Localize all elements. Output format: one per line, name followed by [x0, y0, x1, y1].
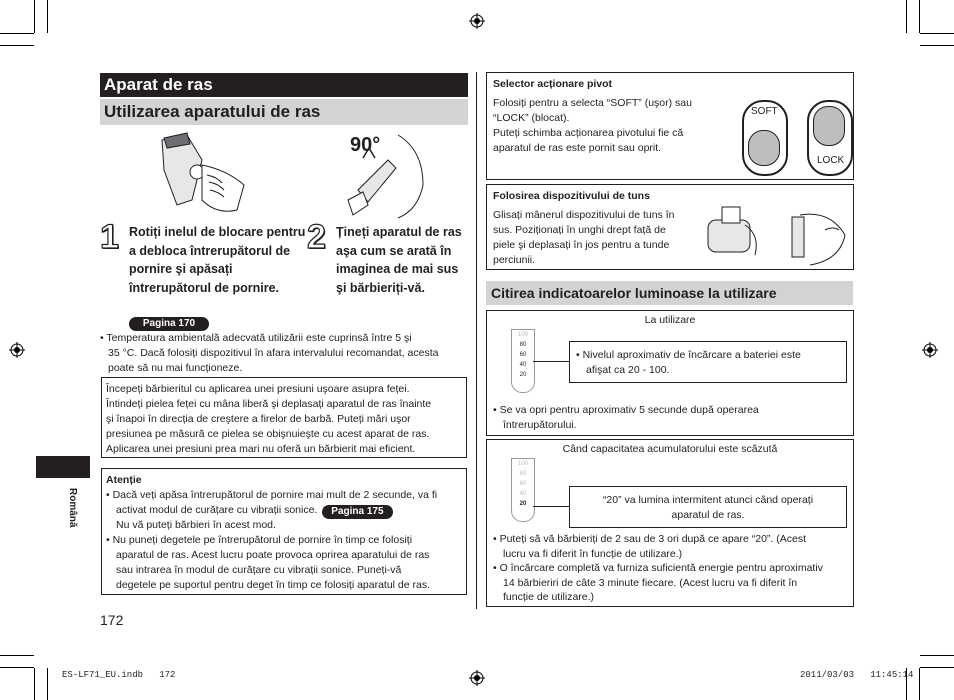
- in-use-callout: • Nivelul aproximativ de încărcare a bateriei este afişat ca 20 - 100.: [569, 341, 847, 383]
- footer-file: ES-LF71_EU.indb 172: [62, 670, 176, 680]
- registration-mark-icon: [9, 342, 25, 358]
- shaver-hand-illustration: [152, 130, 252, 220]
- page-reference-badge[interactable]: Pagina 170: [129, 317, 209, 331]
- callout-line: [533, 361, 569, 362]
- low-battery-callout: “20” va lumina intermitent atunci când operați aparatul de ras.: [569, 486, 847, 528]
- lock-label: LOCK: [817, 155, 845, 166]
- trimmer-box: Folosirea dispozitivului de tuns Glisați mânerul dispozitivului de tuns în sus. Poziționați în unghi drept față de piele şi deplasați în jos pentru a tunde perciunii.: [486, 184, 854, 270]
- section-title: Aparat de ras: [100, 73, 468, 97]
- step-text: Țineți aparatul de ras aşa cum se arată în imaginea de mai sus şi bărbieriți-vă.: [336, 225, 462, 295]
- step-number: 2: [307, 218, 326, 256]
- step-number: 1: [100, 218, 119, 256]
- language-tab: [36, 456, 90, 478]
- battery-gauge: 100 80 60 40 20: [511, 329, 535, 393]
- attention-box: Atenție • Dacă veți apăsa întrerupătorul de pornire mai mult de 2 secunde, va fi activat modul de curățare cu vibrații sonice. Pagina 175 Nu vă puteți bărbieri în acest mod. • Nu puneți degetele pe întrerupătorul de pornire în timp ce folosiți aparatul de ras. Acest lucru poate provoca oprirea aparatului de ras sau intrarea în modul de curățare cu vibrații sonice. Puneți-vă degetele pe suportul pentru deget în timp ce folosiți aparatul de ras.: [101, 468, 467, 595]
- in-use-note: • Se va opri pentru aproximativ 5 secunde după operarea întrerupătorului.: [493, 404, 759, 431]
- in-use-box: La utilizare 100 80 60 40 20 • Nivelul aproximativ de încărcare a bateriei este afişat ca 20 - 100. • Se va opri pentru aproximativ 5 secunde după operarea întrerupătorului.: [486, 310, 854, 436]
- temperature-note: • Temperatura ambientală adecvată utilizării este cuprinsă între 5 şi 35 °C. Dacă folosiți dispozitivul în afara intervalului recomandat, acesta poate să nu mai funcționeze.: [100, 332, 439, 374]
- language-label: Română: [67, 488, 78, 528]
- page-number: 172: [100, 612, 124, 628]
- tip-box: Începeți bărbieritul cu aplicarea unei presiuni uşoare asupra feței. Întindeți pielea feței cu mâna liberă şi deplasați aparatul de ras înainte şi înapoi în direcția de creştere a firelor de barbă. Puteți mări uşor presiunea pe măsură ce pielea se obişnuieşte cu acest aparat de ras. Aplicarea unei presiuni prea mari nu oferă un bărbierit mai eficient.: [101, 377, 467, 458]
- pivot-box: Selector acționare pivot Folosiți pentru a selecta “SOFT” (uşor) sau “LOCK” (blocat). Puteți schimba acționarea pivotului fie că aparatul de ras este pornit sau oprit.: [486, 72, 854, 180]
- registration-mark-icon: [469, 13, 485, 29]
- footer-date: 2011/03/03 11:45:14: [800, 670, 914, 680]
- page-reference-badge[interactable]: Pagina 175: [322, 505, 392, 519]
- indicator-section-title: Citirea indicatoarelor luminoase la utilizare: [486, 281, 853, 305]
- column-divider: [476, 72, 477, 609]
- subsection-title: Utilizarea aparatului de ras: [100, 99, 468, 125]
- registration-mark-icon: [469, 670, 485, 686]
- trimmer-illustration: [700, 205, 850, 267]
- step-text: Rotiți inelul de blocare pentru a debloca întrerupătorul de pornire şi apăsați întrerupătorul de pornire.: [129, 225, 306, 295]
- callout-line: [533, 506, 569, 507]
- low-battery-notes: • Puteți să vă bărbieriți de 2 sau de 3 ori după ce apare “20”. (Acest lucru va fi diferit în funcție de utilizare.) • O încărcare completă va furniza suficientă energie pentru aproximativ 14 bărbieriri de câte 3 minute fiecare. (Acest lucru va fi diferit în funcție de utilizare.): [493, 533, 823, 603]
- soft-label: SOFT: [751, 106, 778, 117]
- angle-label: 90°: [350, 134, 381, 156]
- battery-gauge: 100 80 60 40 20: [511, 458, 535, 522]
- registration-mark-icon: [922, 342, 938, 358]
- low-battery-box: Când capacitatea acumulatorului este scăzută 100 80 60 40 20 “20” va lumina intermitent atunci când operați aparatul de ras. • Puteți să vă bărbieriți de 2 sau de 3 ori după ce apare “20”. (Acest lucru va fi diferit în funcție de utilizare.) • O încărcare completă va furniza suficientă energie pentru aproximativ 14 bărbieriri de câte 3 minute fiecare. (Acest lucru va fi diferit în funcție de utilizare.): [486, 439, 854, 607]
